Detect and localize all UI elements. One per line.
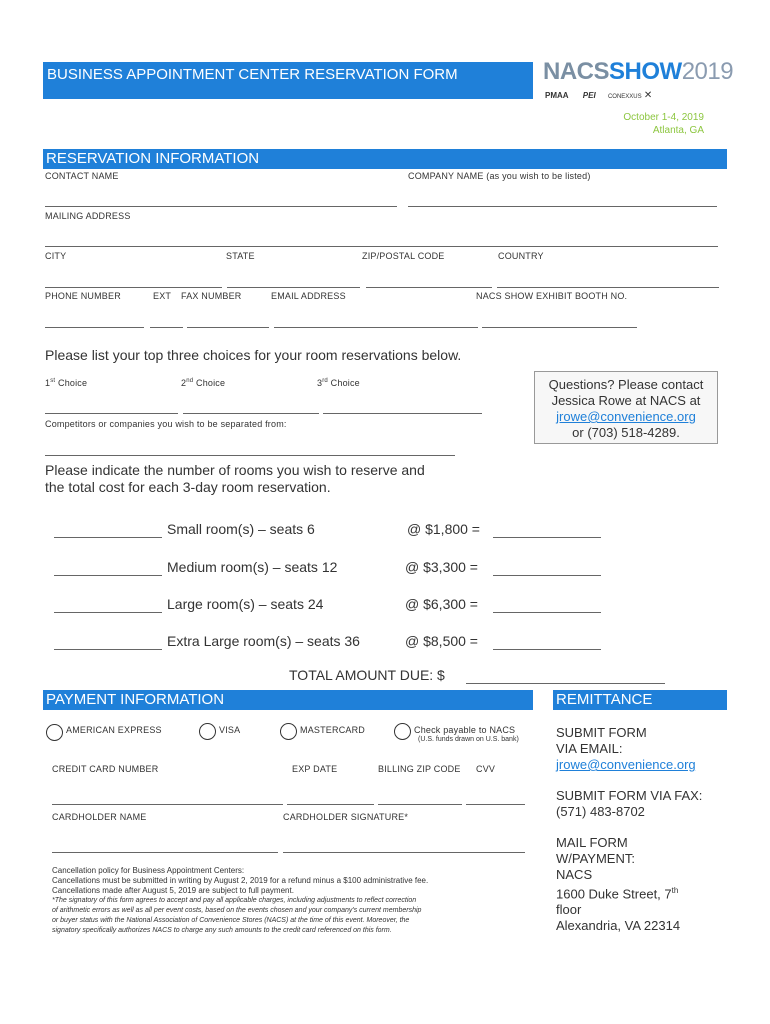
third-choice-label: [317, 378, 360, 388]
remit-mail-city: Alexandria, VA 22314: [556, 918, 681, 934]
room-row: [0, 521, 770, 541]
mailing-address-label: MAILING ADDRESS: [45, 211, 131, 221]
logo-show: SHOW: [609, 58, 682, 85]
billing-zip-label: BILLING ZIP CODE: [378, 764, 461, 774]
remittance-section-header: [553, 690, 727, 710]
remit-mail-line-1: MAIL FORM: [556, 835, 628, 850]
exp-date-field[interactable]: [287, 804, 374, 805]
room-quantity-field[interactable]: [54, 537, 162, 538]
event-date: October 1-4, 2019: [623, 112, 704, 123]
third-choice-ordinal: rd: [322, 378, 328, 384]
card-number-field[interactable]: [52, 804, 283, 805]
visa-label: VISA: [219, 725, 241, 735]
cardholder-name-label: CARDHOLDER NAME: [52, 812, 147, 822]
room-label: Large room(s) – seats 24: [167, 596, 324, 612]
first-choice-number: 1: [45, 378, 51, 388]
state-label: STATE: [226, 251, 255, 261]
remit-email-link[interactable]: jrowe@convenience.org: [556, 757, 696, 772]
total-amount-field[interactable]: [466, 683, 665, 684]
event-location: Atlanta, GA: [652, 125, 704, 136]
conexxus-x-icon: ✕: [643, 90, 653, 101]
room-row: [0, 559, 770, 579]
logo-nacs: NACS: [543, 58, 610, 85]
questions-line-1: Questions? Please contact: [548, 377, 704, 392]
payment-section-title: PAYMENT INFORMATION: [46, 691, 225, 708]
total-amount-label: TOTAL AMOUNT DUE: $: [289, 667, 445, 683]
remit-mail-line-2: W/PAYMENT:: [556, 851, 635, 866]
room-total-field[interactable]: [493, 537, 601, 538]
country-field[interactable]: [497, 287, 719, 288]
policy-line-2: Cancellations made after August 5, 2019 are subject to full payment.: [52, 886, 294, 895]
room-label: Extra Large room(s) – seats 36: [167, 633, 360, 649]
questions-phone: or (703) 518-4289.: [572, 425, 680, 440]
company-name-label: COMPANY NAME (as you wish to be listed): [408, 171, 591, 181]
mailing-address-field[interactable]: [45, 246, 718, 247]
remit-mail-org: NACS: [556, 867, 593, 882]
mastercard-radio[interactable]: [280, 723, 297, 740]
contact-name-field[interactable]: [45, 206, 397, 207]
first-choice-text: Choice: [58, 378, 88, 388]
zip-field[interactable]: [366, 287, 492, 288]
remit-mail-floor: floor: [556, 902, 582, 918]
room-label: Medium room(s) – seats 12: [167, 559, 338, 575]
policy-line-5: or buyer status with the National Association of Convenience Stores (NACS) at the time of this event. Moreover, the: [52, 917, 410, 924]
check-note: (U.S. funds drawn on U.S. bank): [418, 736, 519, 743]
country-label: COUNTRY: [498, 251, 544, 261]
phone-label: PHONE NUMBER: [45, 291, 121, 301]
exp-date-label: EXP DATE: [292, 764, 338, 774]
sponsor-conexxus: CONEXXUS: [607, 94, 642, 100]
payment-section-header: [43, 690, 533, 710]
ext-field[interactable]: [150, 327, 183, 328]
remit-street-ordinal: th: [671, 886, 679, 895]
policy-line-3: *The signatory of this form agrees to accept and pay all applicable charges, including adjustments to reflect correction: [52, 897, 417, 904]
room-price: @ $8,500 =: [405, 633, 478, 649]
second-choice-number: 2: [181, 378, 187, 388]
mastercard-label: MASTERCARD: [300, 725, 366, 735]
check-radio[interactable]: [394, 723, 411, 740]
room-row: [0, 596, 770, 616]
remit-email-line-1: SUBMIT FORM: [556, 725, 647, 740]
remit-fax-line-1: SUBMIT FORM VIA FAX:: [556, 788, 703, 803]
reservation-section-header: [43, 149, 727, 169]
cardholder-name-field[interactable]: [52, 852, 278, 853]
nacs-show-logo: [543, 58, 733, 92]
logo-year: 2019: [681, 58, 734, 85]
competitors-label: Competitors or companies you wish to be separated from:: [45, 419, 287, 429]
policy-title: Cancellation policy for Business Appointment Centers:: [52, 866, 245, 875]
amex-label: AMERICAN EXPRESS: [66, 725, 162, 735]
company-name-field[interactable]: [408, 206, 717, 207]
cancellation-policy: [52, 866, 542, 936]
third-choice-number: 3: [317, 378, 323, 388]
choices-heading: Please list your top three choices for your room reservations below.: [45, 347, 462, 363]
room-total-field[interactable]: [493, 612, 601, 613]
state-field[interactable]: [227, 287, 360, 288]
competitors-field[interactable]: [45, 455, 455, 456]
booth-field[interactable]: [482, 327, 637, 328]
remit-fax-number: (571) 483-8702: [556, 804, 645, 819]
room-label: Small room(s) – seats 6: [167, 521, 315, 537]
remittance-details: [556, 725, 731, 934]
room-quantity-field[interactable]: [54, 649, 162, 650]
policy-line-4: of arithmetic errors as well as all per event costs, based on the events chosen and your company's current membership: [52, 907, 422, 914]
cvv-label: CVV: [476, 764, 496, 774]
third-choice-field[interactable]: [323, 413, 482, 414]
form-title-bar: [43, 62, 533, 99]
email-label: EMAIL ADDRESS: [271, 291, 346, 301]
cvv-field[interactable]: [466, 804, 525, 805]
reservation-section-title: RESERVATION INFORMATION: [46, 150, 260, 167]
email-field[interactable]: [274, 327, 478, 328]
amex-radio[interactable]: [46, 724, 63, 741]
remit-mail-street: [556, 883, 731, 902]
ext-label: EXT: [153, 291, 172, 301]
fax-field[interactable]: [187, 327, 269, 328]
policy-line-6: signatory specifically authorizes NACS to charge any such amounts to the credit card referenced on this form.: [52, 927, 392, 934]
city-label: CITY: [45, 251, 67, 261]
remittance-section-title: REMITTANCE: [556, 691, 653, 708]
first-choice-label: [45, 378, 87, 388]
billing-zip-field[interactable]: [378, 804, 462, 805]
questions-email-link[interactable]: jrowe@convenience.org: [556, 409, 696, 424]
cardholder-signature-field[interactable]: [283, 852, 525, 853]
booth-label: NACS SHOW EXHIBIT BOOTH NO.: [476, 291, 628, 301]
second-choice-ordinal: nd: [186, 378, 194, 384]
cardholder-signature-label: CARDHOLDER SIGNATURE*: [283, 812, 409, 822]
room-price: @ $6,300 =: [405, 596, 478, 612]
room-total-field[interactable]: [493, 649, 601, 650]
third-choice-text: Choice: [330, 378, 360, 388]
room-quantity-field[interactable]: [54, 575, 162, 576]
room-price: @ $1,800 =: [407, 521, 480, 537]
first-choice-field[interactable]: [45, 413, 178, 414]
rooms-heading-line-1: Please indicate the number of rooms you wish to reserve and: [45, 462, 425, 478]
first-choice-ordinal: st: [50, 378, 56, 384]
remit-street-text: 1600 Duke Street, 7: [556, 886, 672, 902]
zip-label: ZIP/POSTAL CODE: [362, 251, 445, 261]
phone-field[interactable]: [45, 327, 144, 328]
second-choice-label: [181, 378, 225, 388]
remit-email-line-2: VIA EMAIL:: [556, 741, 623, 756]
sponsor-pmaa: PMAA: [545, 91, 569, 100]
second-choice-text: Choice: [196, 378, 226, 388]
room-row: [0, 633, 770, 653]
second-choice-field[interactable]: [183, 413, 319, 414]
contact-name-label: CONTACT NAME: [45, 171, 119, 181]
sponsor-pei: PEI: [582, 91, 596, 100]
room-total-field[interactable]: [493, 575, 601, 576]
card-number-label: CREDIT CARD NUMBER: [52, 764, 159, 774]
sponsor-logos: [545, 90, 705, 102]
rooms-heading-line-2: the total cost for each 3-day room reservation.: [45, 479, 331, 495]
visa-radio[interactable]: [199, 723, 216, 740]
form-title: BUSINESS APPOINTMENT CENTER RESERVATION FORM: [47, 66, 458, 83]
policy-line-1: Cancellations must be submitted in writing by August 2, 2019 for a refund minus a $100 administrative fee.: [52, 876, 429, 885]
questions-line-2: Jessica Rowe at NACS at: [551, 393, 701, 408]
room-quantity-field[interactable]: [54, 612, 162, 613]
room-price: @ $3,300 =: [405, 559, 478, 575]
check-label: Check payable to NACS: [414, 725, 516, 735]
rooms-heading: [45, 462, 425, 496]
questions-box: [534, 371, 718, 444]
city-field[interactable]: [45, 287, 222, 288]
fax-label: FAX NUMBER: [181, 291, 242, 301]
